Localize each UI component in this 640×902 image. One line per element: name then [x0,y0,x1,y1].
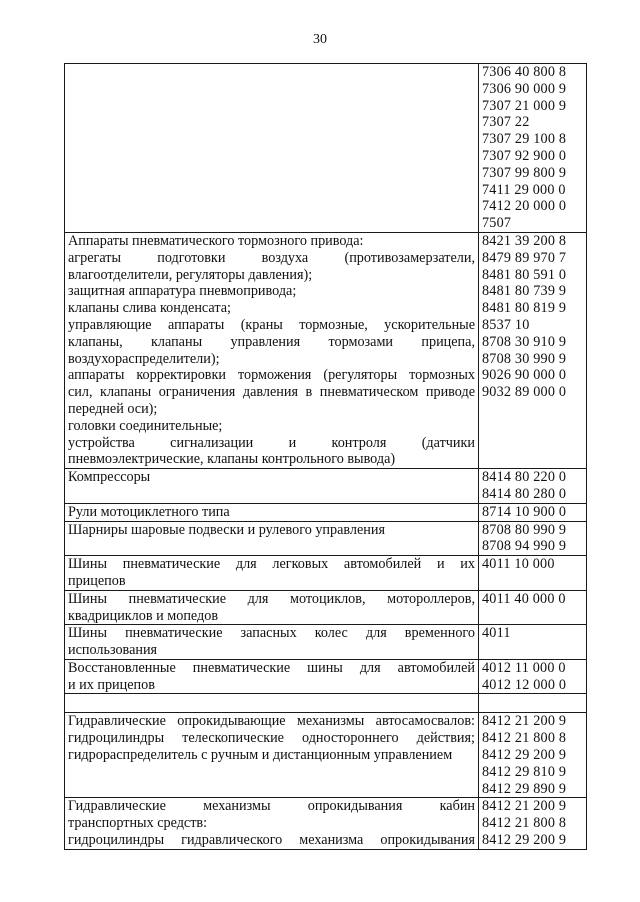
description-line: транспортных средств: [68,815,208,832]
tnved-code: 8708 30 990 9 [482,350,567,367]
description-line: квадрициклов и мопедов [68,607,219,624]
tnved-code: 7307 29 100 8 [482,131,567,148]
tnved-code: 4011 40 000 0 [482,590,566,607]
code-cell [479,659,587,694]
tnved-code: 7307 21 000 9 [482,97,567,114]
table-row [65,232,587,468]
description-line: Шины пневматические запасных колес для временного [68,625,475,642]
table-body [65,64,587,850]
tnved-code: 8714 10 900 0 [482,503,567,520]
code-cell [479,694,587,713]
description-line: передней оси); [68,400,158,417]
code-cell [479,503,587,521]
description-line: клапаны, клапаны управления тормозами прицепа, [68,333,475,350]
description-line: гидроцилиндры гидравлического механизма опрокидывания [68,832,475,849]
classification-table [64,63,587,850]
description-line: влагоотделители, регуляторы давления); [68,266,313,283]
description-cell [65,503,479,521]
table-row [65,469,587,504]
description-cell [65,64,479,233]
description-line: прицепов [68,572,126,589]
description-line: и их прицепов [68,676,155,693]
description-cell [65,798,479,849]
description-cell [65,713,479,798]
tnved-code: 8412 21 800 8 [482,815,567,832]
tnved-code: 7411 29 000 0 [482,181,566,198]
description-line: Шины пневматические для легковых автомобилей и их [68,556,475,573]
tnved-code: 4012 11 000 0 [482,659,566,676]
table-row [65,521,587,556]
table-row [65,713,587,798]
tnved-code: 7307 22 [482,114,530,131]
tnved-code: 8412 29 890 9 [482,780,567,797]
code-cell [479,64,587,233]
code-cell [479,521,587,556]
tnved-code: 7306 90 000 9 [482,80,567,97]
description-line: аппараты корректировки торможения (регуляторы тормозных [68,367,475,384]
description-line: устройства сигнализации и контроля (датчики [68,434,475,451]
page-number: 30 [313,32,327,47]
description-line: Шины пневматические для мотоциклов, мотороллеров, [68,590,475,607]
tnved-code: 9032 89 000 0 [482,384,567,401]
description-line: агрегаты подготовки воздуха (противозамерзатели, [68,249,475,266]
tnved-code: 8708 80 990 9 [482,521,567,538]
code-cell [479,713,587,798]
code-cell [479,798,587,849]
description-cell [65,659,479,694]
tnved-code: 8537 10 [482,316,530,333]
description-line: сил, клапаны ограничения давления в пневматическом приводе [68,384,475,401]
code-cell [479,625,587,660]
tnved-code: 8412 21 200 9 [482,713,567,730]
table-row [65,694,587,713]
description-cell [65,521,479,556]
description-line: Компрессоры [68,469,151,486]
description-cell [65,232,479,468]
tnved-code: 7306 40 800 8 [482,64,567,80]
tnved-code: 7307 99 800 9 [482,164,567,181]
description-cell [65,469,479,504]
tnved-code: 4011 10 000 [482,556,555,573]
description-line: Гидравлические опрокидывающие механизмы автосамосвалов: [68,713,475,730]
description-line: Рули мотоциклетного типа [68,503,230,520]
table-row [65,625,587,660]
description-line: гидрораспределитель с ручным и дистанционным управлением [68,747,453,764]
tnved-code: 7507 [482,215,512,232]
tnved-code: 8708 30 910 9 [482,333,567,350]
tnved-code: 8412 21 200 9 [482,798,567,815]
description-line: Гидравлические механизмы опрокидывания кабин [68,798,475,815]
description-cell [65,625,479,660]
description-line: защитная аппаратура пневмопривода; [68,283,297,300]
table-row [65,64,587,233]
description-line: воздухораспределители); [68,350,220,367]
tnved-code: 8481 80 591 0 [482,266,567,283]
code-cell [479,232,587,468]
tnved-code: 8481 80 739 9 [482,283,567,300]
description-line: Аппараты пневматического тормозного привода: [68,232,364,249]
table-row [65,556,587,591]
tnved-code: 8412 21 800 8 [482,730,567,747]
table-row [65,798,587,849]
code-cell [479,590,587,625]
table-row [65,590,587,625]
code-cell [479,469,587,504]
description-line: пневмоэлектрические, клапаны контрольного вывода) [68,451,396,468]
description-cell [65,556,479,591]
tnved-code: 8481 80 819 9 [482,300,567,317]
tnved-code: 8412 29 810 9 [482,763,567,780]
tnved-code: 8479 89 970 7 [482,249,567,266]
description-cell [65,590,479,625]
tnved-code: 8421 39 200 8 [482,232,567,249]
tnved-code: 4012 12 000 0 [482,676,567,693]
description-line: управляющие аппараты (краны тормозные, ускорительные [68,316,475,333]
tnved-code: 7412 20 000 0 [482,198,567,215]
tnved-code: 8412 29 200 9 [482,832,567,849]
description-line: клапаны слива конденсата; [68,300,231,317]
description-line: использования [68,642,158,659]
table-row [65,659,587,694]
code-cell [479,556,587,591]
tnved-code: 8708 94 990 9 [482,538,567,555]
description-line: Восстановленные пневматические шины для автомобилей [68,659,475,676]
description-line: гидроцилиндры телескопические одностороннего действия; [68,730,475,747]
tnved-code: 8414 80 220 0 [482,469,567,486]
tnved-code: 8412 29 200 9 [482,747,567,764]
description-line: головки соединительные; [68,417,223,434]
table-row [65,503,587,521]
tnved-code: 8414 80 280 0 [482,485,567,502]
description-cell [65,694,479,713]
tnved-code: 4011 [482,625,511,642]
description-line: Шарниры шаровые подвески и рулевого управления [68,521,386,538]
tnved-code: 9026 90 000 0 [482,367,567,384]
tnved-code: 7307 92 900 0 [482,147,567,164]
